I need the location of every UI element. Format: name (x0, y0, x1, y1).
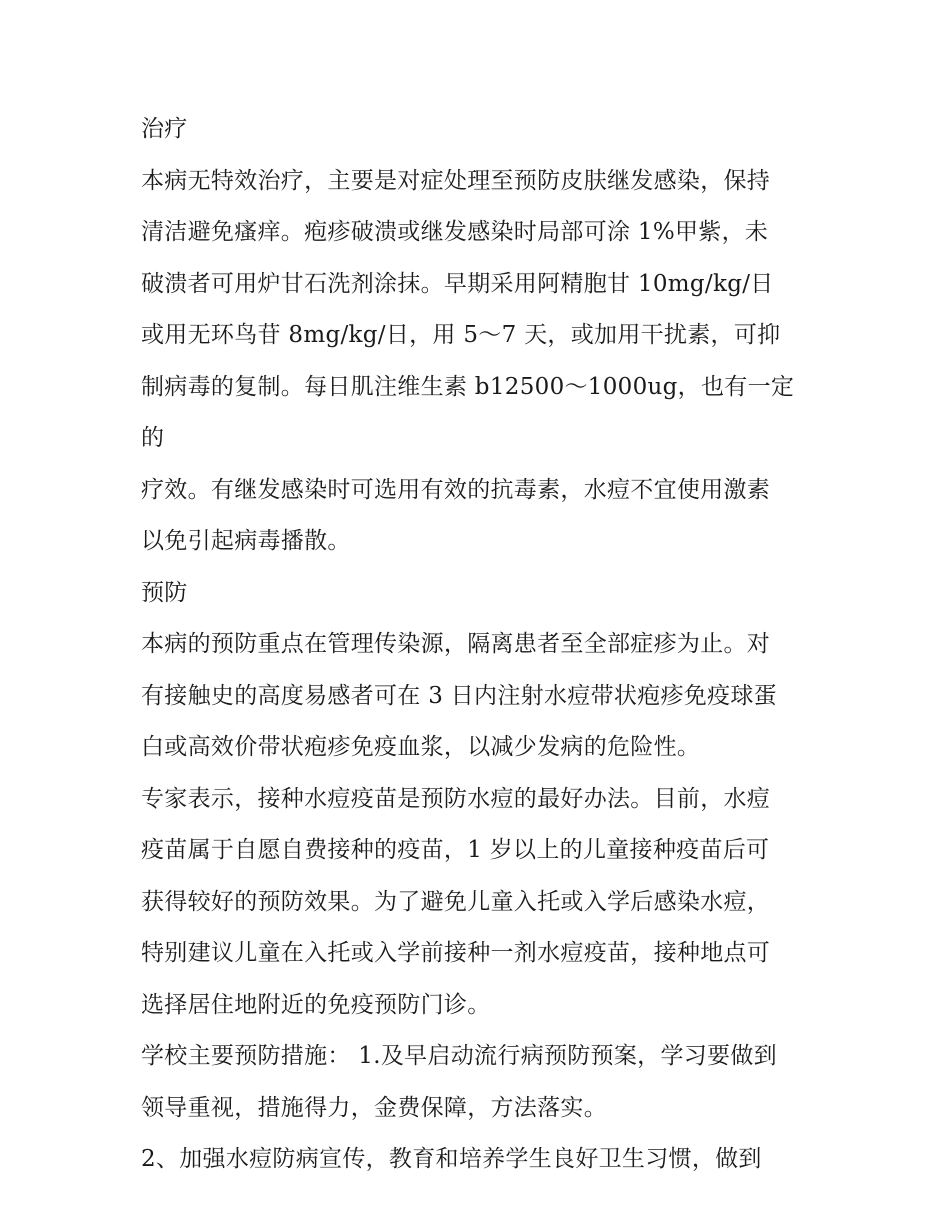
text-line: 领导重视，措施得力，金费保障，方法落实。 (141, 1094, 607, 1121)
text-line: 本病的预防重点在管理传染源，隔离患者至全部症疹为止。对 (141, 631, 771, 657)
text-line: 学校主要预防措施： 1.及早启动流行病预防预案，学习要做到 (141, 1043, 777, 1069)
paragraph-prevention (141, 619, 813, 774)
text-line: 破溃者可用炉甘石洗剂涂抹。早期采用阿精胞甘 10mg/kg/日 (141, 270, 774, 297)
text-line: 或用无环鸟苷 8mg/kg/日，用 5～7 天，或加用干扰素，可抑 (141, 322, 781, 348)
text-line: 选择居住地附近的免疫预防门诊。 (141, 991, 491, 1018)
text-line: 白或高效价带状疱疹免疫血浆，以减少发病的危险性。 (141, 734, 701, 760)
text-line: 有接触史的高度易感者可在 3 日内注射水痘带状疱疹免疫球蛋 (141, 682, 777, 709)
text-line: 以免引起病毒播散。 (141, 528, 351, 554)
text-line: 疗效。有继发感染时可选用有效的抗毒素，水痘不宜使用激素 (141, 476, 771, 503)
text-line: 2、加强水痘防病宣传，教育和培养学生良好卫生习惯，做到 (141, 1146, 762, 1172)
text-line: 制病毒的复制。每日肌注维生素 b12500～1000ug，也有一定的 (141, 373, 795, 451)
paragraph-expert (141, 774, 813, 1032)
text-line: 本病无特效治疗，主要是对症处理至预防皮肤继发感染，保持 (141, 167, 771, 194)
text-line: 获得较好的预防效果。为了避免儿童入托或入学后感染水痘， (141, 888, 771, 915)
paragraph-item-2 (141, 1134, 813, 1186)
section-heading-treatment: 治疗 (141, 116, 188, 142)
text-line: 特别建议儿童在入托或入学前接种一剂水痘疫苗，接种地点可 (141, 940, 771, 966)
section-heading-prevention: 预防 (141, 579, 188, 606)
text-line: 专家表示，接种水痘疫苗是预防水痘的最好办法。目前，水痘 (141, 785, 771, 812)
text-line: 疫苗属于自愿自费接种的疫苗，1 岁以上的儿童接种疫苗后可 (141, 837, 770, 863)
document-body (141, 104, 813, 1186)
paragraph-treatment (141, 156, 813, 568)
paragraph-school-measures (141, 1031, 813, 1134)
text-line: 清洁避免瘙痒。疱疹破溃或继发感染时局部可涂 1%甲紫，未 (141, 219, 769, 245)
